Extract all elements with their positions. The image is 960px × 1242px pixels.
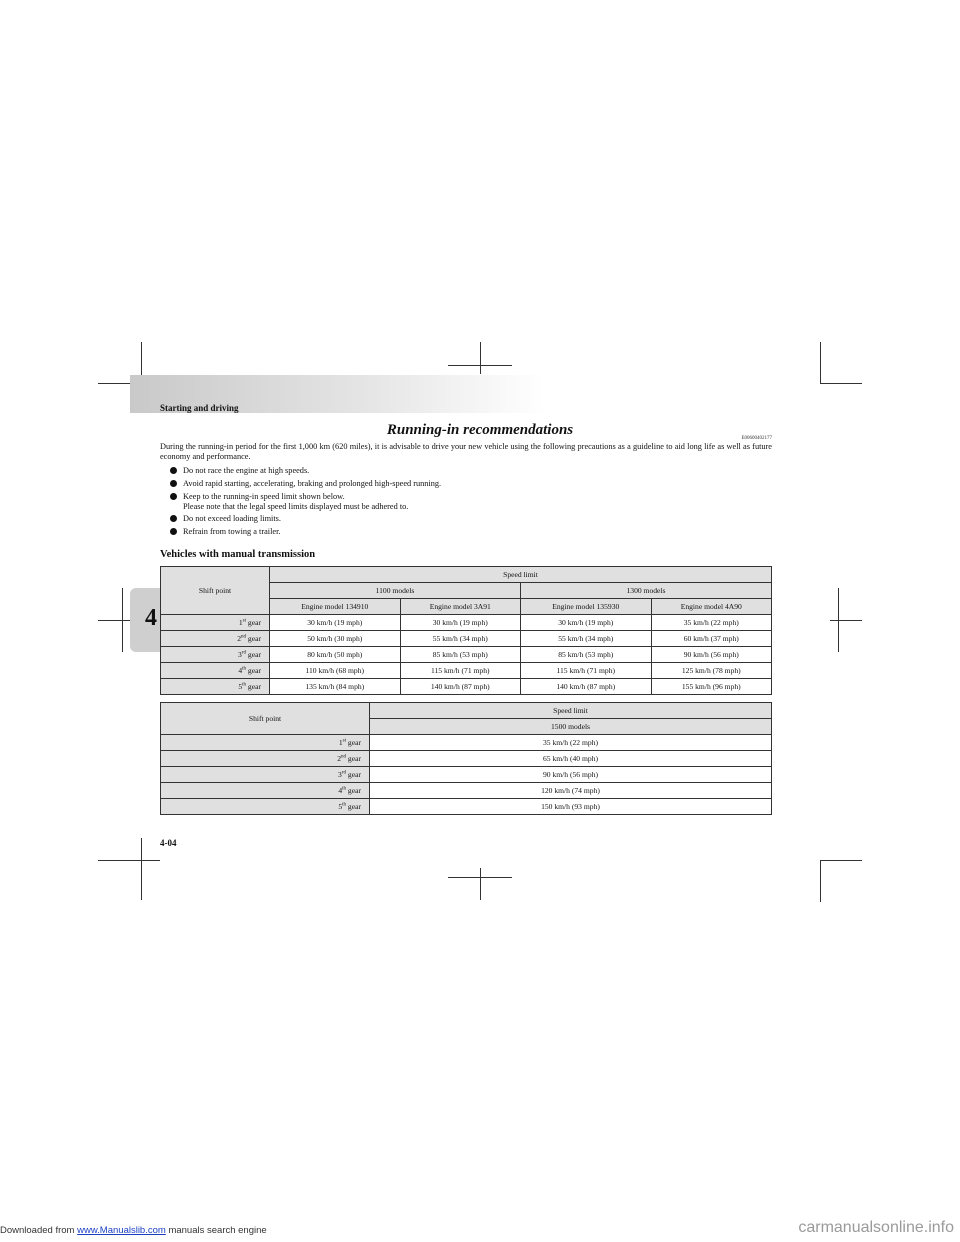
table-row xyxy=(161,631,772,647)
bullet-icon xyxy=(170,515,177,522)
table-cell: 80 km/h (50 mph) xyxy=(270,647,401,663)
table-cell: 85 km/h (53 mph) xyxy=(520,647,651,663)
gear-cell: 4th gear xyxy=(161,663,270,679)
table-cell: 85 km/h (53 mph) xyxy=(400,647,520,663)
engine-header: Engine model 134910 xyxy=(270,599,401,615)
table-cell: 155 km/h (96 mph) xyxy=(651,679,771,695)
gear-cell: 2nd gear xyxy=(161,631,270,647)
table-cell: 55 km/h (34 mph) xyxy=(400,631,520,647)
footer-suffix: manuals search engine xyxy=(168,1225,267,1236)
list-item-text: Avoid rapid starting, accelerating, braking and prolonged high-speed running. xyxy=(183,478,442,488)
engine-header: Engine model 3A91 xyxy=(400,599,520,615)
list-item-text: Do not race the engine at high speeds. xyxy=(183,466,310,475)
reference-code: E00600402177 xyxy=(741,436,772,441)
bullet-icon xyxy=(170,493,177,500)
gear-cell: 3rd gear xyxy=(161,767,370,783)
table-cell: 90 km/h (56 mph) xyxy=(370,767,772,783)
shift-point-header: Shift point xyxy=(161,567,270,615)
gear-cell: 5th gear xyxy=(161,799,370,815)
table-cell: 30 km/h (19 mph) xyxy=(400,615,520,631)
table-cell: 90 km/h (56 mph) xyxy=(651,647,771,663)
gear-cell: 1st gear xyxy=(161,615,270,631)
section-label: Starting and driving xyxy=(160,403,239,413)
footer xyxy=(0,1219,960,1236)
gear-cell: 4th gear xyxy=(161,783,370,799)
table-cell: 150 km/h (93 mph) xyxy=(370,799,772,815)
model-group-header: 1100 models xyxy=(270,583,521,599)
table-row xyxy=(161,663,772,679)
intro-paragraph: During the running-in period for the first 1,000 km (620 miles), it is advisable to drive your new vehicle using the following precautions as a guideline to aid long life as well as future economy and performance. xyxy=(160,442,772,461)
table-cell: 50 km/h (30 mph) xyxy=(270,631,401,647)
model-group-header: 1500 models xyxy=(370,719,772,735)
table-cell: 30 km/h (19 mph) xyxy=(270,615,401,631)
table-cell: 110 km/h (68 mph) xyxy=(270,663,401,679)
gear-cell: 5th gear xyxy=(161,679,270,695)
table-row xyxy=(161,647,772,663)
list-item xyxy=(170,466,770,476)
list-item xyxy=(170,527,770,537)
table-cell: 120 km/h (74 mph) xyxy=(370,783,772,799)
table-cell: 60 km/h (37 mph) xyxy=(651,631,771,647)
table-cell: 35 km/h (22 mph) xyxy=(651,615,771,631)
table-row xyxy=(161,679,772,695)
shift-point-header: Shift point xyxy=(161,703,370,735)
speed-limit-table-1500 xyxy=(160,702,772,815)
table-cell: 35 km/h (22 mph) xyxy=(370,735,772,751)
list-item xyxy=(170,492,770,512)
list-item-note: Please note that the legal speed limits displayed must be adhered to. xyxy=(183,501,409,511)
table-row xyxy=(161,615,772,631)
engine-header: Engine model 4A90 xyxy=(651,599,771,615)
table-cell: 135 km/h (84 mph) xyxy=(270,679,401,695)
list-item-text: Keep to the running-in speed limit shown below. xyxy=(183,491,345,501)
speed-limit-header: Speed limit xyxy=(270,567,772,583)
list-item xyxy=(170,514,770,524)
list-item-text: Do not exceed loading limits. xyxy=(183,514,281,524)
table-row xyxy=(161,767,772,783)
watermark: carmanualsonline.info xyxy=(798,1219,954,1236)
speed-limit-table-1100-1300 xyxy=(160,566,772,695)
manualslib-link[interactable]: www.Manualslib.com xyxy=(77,1225,166,1236)
table-row xyxy=(161,799,772,815)
table-cell: 115 km/h (71 mph) xyxy=(400,663,520,679)
table-cell: 140 km/h (87 mph) xyxy=(520,679,651,695)
table-cell: 30 km/h (19 mph) xyxy=(520,615,651,631)
bullet-icon xyxy=(170,467,177,474)
gear-cell: 2nd gear xyxy=(161,751,370,767)
table-cell: 55 km/h (34 mph) xyxy=(520,631,651,647)
model-group-header: 1300 models xyxy=(520,583,771,599)
table-cell: 65 km/h (40 mph) xyxy=(370,751,772,767)
section-subtitle: Vehicles with manual transmission xyxy=(160,549,316,560)
gear-cell: 1st gear xyxy=(161,735,370,751)
page-title: Running-in recommendations xyxy=(386,422,574,438)
table-row xyxy=(161,735,772,751)
gear-cell: 3rd gear xyxy=(161,647,270,663)
list-item-text: Refrain from towing a trailer. xyxy=(183,527,281,537)
engine-header: Engine model 135930 xyxy=(520,599,651,615)
speed-limit-header: Speed limit xyxy=(370,703,772,719)
bullet-icon xyxy=(170,528,177,535)
bullet-icon xyxy=(170,480,177,487)
chapter-number: 4 xyxy=(145,605,157,631)
table-row xyxy=(161,751,772,767)
table-cell: 140 km/h (87 mph) xyxy=(400,679,520,695)
precaution-list xyxy=(170,466,770,540)
list-item xyxy=(170,479,770,489)
table-cell: 125 km/h (78 mph) xyxy=(651,663,771,679)
page-number: 4-04 xyxy=(160,838,177,848)
footer-prefix: Downloaded from xyxy=(0,1225,75,1236)
table-row xyxy=(161,783,772,799)
table-cell: 115 km/h (71 mph) xyxy=(520,663,651,679)
